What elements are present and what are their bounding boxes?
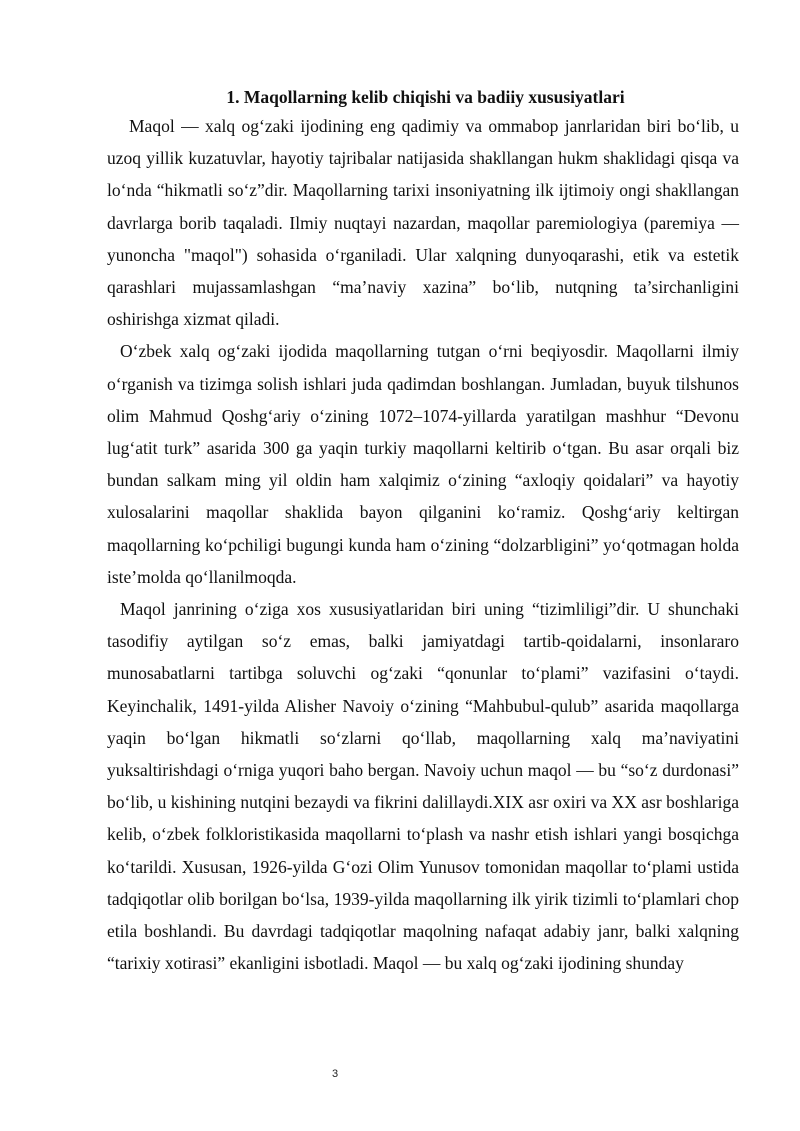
section-title: 1. Maqollarning kelib chiqishi va badiiy xususiyatlari (226, 87, 625, 107)
paragraph-features: Maqol janrining o‘ziga xos xususiyatlaridan biri uning “tizimliligi”dir. U shunchaki tasodifiy aytilgan so‘z emas, balki jamiyatdagi tartib-qoidalarni, insonlararo munosabatlarni tartibga soluvchi og‘zaki “qonunlar to‘plami” vazifasini o‘taydi. Keyinchalik, 1491-yilda Alisher Navoiy o‘zining “Mahbubul-qulub” asarida maqollarga yaqin bo‘lgan hikmatli so‘zlarni qo‘llab, maqollarning xalq ma’naviyatini yuksaltirishdagi o‘rniga yuqori baho bergan. Navoiy uchun maqol — bu “so‘z durdonasi” bo‘lib, u kishining nutqini bezaydi va fikrini dalillaydi.XIX asr oxiri va XX asr boshlariga kelib, o‘zbek folkloristikasida maqollarni to‘plash va nashr etish ishlari yangi bosqichga ko‘tarildi. Xususan, 1926-yilda G‘ozi Olim Yunusov tomonidan maqollar to‘plami ustida tadqiqotlar olib borilgan bo‘lsa, 1939-yilda maqollarning ilk yirik tizimli to‘plamlari chop etila boshlandi. Bu davrdagi tadqiqotlar maqolning nafaqat adabiy janr, balki xalqning “tarixiy xotirasi” ekanligini isbotladi. Maqol — bu xalq og‘zaki ijodining shunday (107, 599, 739, 974)
paragraph-intro: Maqol — xalq og‘zaki ijodining eng qadimiy va ommabop janrlaridan biri bo‘lib, u uzoq yillik kuzatuvlar, hayotiy tajribalar natijasida shakllangan hukm shaklidagi qisqa va lo‘nda “hikmatli so‘z”dir. Maqollarning tarixi insoniyatning ilk ijtimoiy ongi shakllangan davrlarga borib taqaladi. Ilmiy nuqtayi nazardan, maqollar paremiologiya (paremiya — yunoncha "maqol") sohasida o‘rganiladi. Ular xalqning dunyoqarashi, etik va estetik qarashlari mujassamlashgan “ma’naviy xazina” bo‘lib, nutqning ta’sirchanligini oshirishga xizmat qiladi. (107, 116, 739, 330)
page-content (107, 84, 739, 979)
paragraph-qoshgariy: O‘zbek xalq og‘zaki ijodida maqollarning tutgan o‘rni beqiyosdir. Maqollarni ilmiy o‘rganish va tizimga solish ishlari juda qadimdan boshlangan. Jumladan, buyuk tilshunos olim Mahmud Qoshg‘ariy o‘zining 1072–1074-yillarda yaratilgan mashhur “Devonu lug‘atit turk” asarida 300 ga yaqin turkiy maqollarni keltirib o‘tgan. Bu asar orqali biz bundan salkam ming yil oldin ham xalqimiz o‘zining “axloqiy qoidalari” va hayotiy xulosalarini maqollar shaklida bayon qilganini ko‘ramiz. Qoshg‘ariy keltirgan maqollarning ko‘pchiligi bugungi kunda ham o‘zining “dolzarbligini” yo‘qotmagan holda iste’molda qo‘llanilmoqda. (107, 341, 739, 587)
page-number: 3 (331, 1068, 339, 1080)
